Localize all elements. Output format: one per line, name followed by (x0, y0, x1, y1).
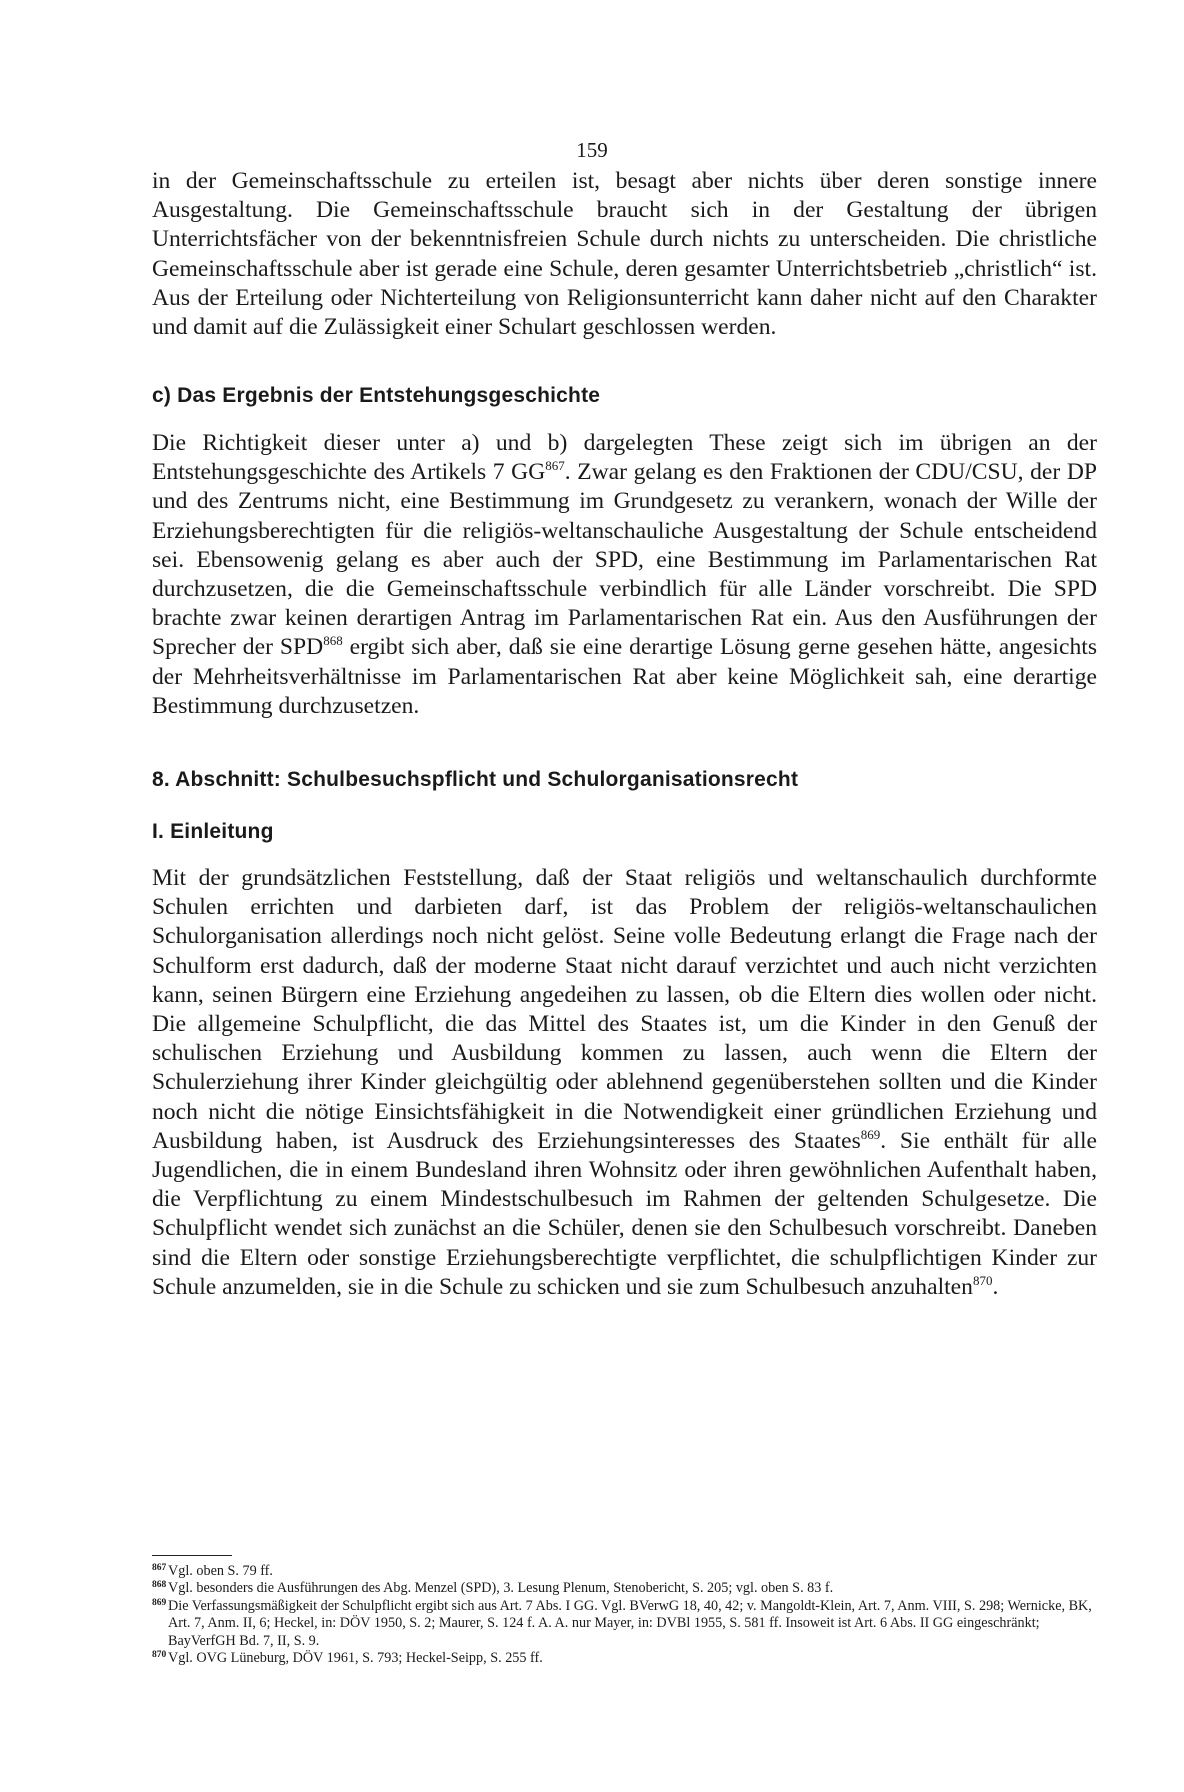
section-heading-c: c) Das Ergebnis der Entstehungsgeschichte (152, 384, 601, 407)
footnote (152, 1580, 1097, 1597)
footnote-number: 869 (152, 1597, 167, 1608)
paragraph-text: Die Richtigkeit dieser unter a) und b) dargelegten These zeigt sich im übrigen an der Entstehungsgeschichte des Artikels 7 GG (152, 430, 1097, 486)
paragraph-text: . (992, 1273, 999, 1300)
footnote-number: 870 (152, 1650, 167, 1661)
footnote-divider (152, 1555, 232, 1556)
footnote-text: Die Verfassungsmäßigkeit der Schulpflicht ergibt sich aus Art. 7 Abs. I GG. Vgl. BVerwG 18, 40, 42; v. Mangoldt-Klein, Art. 7, Anm. VIII, S. 298; Wernicke, BK, Art. 7, Anm. II, 6; Heckel, in: DÖV 1950, S. 2; Maurer, S. 124 f. A. A. nur Mayer, in: DVBl 1955, S. 581 ff. Insoweit ist Art. 6 Abs. II GG eingeschränkt; BayVerfGH Bd. 7, II, S. 9. (168, 1597, 1092, 1649)
chapter-heading-8: 8. Abschnitt: Schulbesuchspflicht und Schulorganisationsrecht (152, 768, 799, 791)
footnote (152, 1563, 1097, 1580)
footnotes (152, 1563, 1097, 1667)
footnote (152, 1650, 1097, 1667)
subsection-heading-einleitung: I. Einleitung (152, 820, 274, 843)
paragraph-einleitung (152, 864, 1097, 1302)
paragraph-text: . Zwar gelang es den Fraktionen der CDU/CSU, der DP und des Zentrums nicht, eine Bestimmung im Grundgesetz zu verankern, wonach der Wille der Erziehungsberechtigten für die religiös-weltanschauliche Ausgestaltung der Schule entscheidend sei. Ebensowenig gelang es aber auch der SPD, eine Bestimmung im Parlamentarischen Rat durchzusetzen, die die Gemeinschaftsschule verbindlich für alle Länder vorschreibt. Die SPD brachte zwar keinen derartigen Antrag im Parlamentarischen Rat ein. Aus den Ausführungen der Sprecher der SPD (152, 459, 1097, 661)
page-number: 159 (576, 138, 608, 162)
footnote-number: 867 (152, 1563, 167, 1573)
footnote-number: 868 (152, 1580, 167, 1591)
paragraph-continuation: in der Gemeinschaftsschule zu erteilen ist, besagt aber nichts über deren sonstige innere Ausgestaltung. Die Gemeinschaftsschule braucht sich in der Gestaltung der übrigen Unterrichtsfächer von der bekenntnisfreien Schule durch nichts zu unterscheiden. Die christliche Gemeinschaftsschule aber ist gerade eine Schule, deren gesamter Unterrichtsbetrieb „christlich“ ist. Aus der Erteilung oder Nichterteilung von Religionsunterricht kann daher nicht auf den Charakter und damit auf die Zulässigkeit einer Schulart geschlossen werden. (152, 168, 1097, 341)
footnote-ref: 869 (860, 1126, 881, 1142)
footnote (152, 1598, 1097, 1650)
paragraph-entstehungsgeschichte (152, 429, 1097, 721)
paragraph-text: . Sie enthält für alle Jugendlichen, die in einem Bundesland ihren Wohnsitz oder ihren gewöhnlichen Aufenthalt haben, die Verpflichtung zu einem Mindestschulbesuch im Rahmen der geltenden Schulgesetze. Die Schulpflicht wendet sich zunächst an die Schüler, denen sie den Schulbesuch vorschreibt. Daneben sind die Eltern oder sonstige Erziehungsberechtigte verpflichtet, die schulpflichtigen Kinder zur Schule anzumelden, sie in die Schule zu schicken und sie zum Schulbesuch anzuhalten (152, 1127, 1097, 1300)
footnote-text: Vgl. oben S. 79 ff. (168, 1563, 273, 1579)
footnote-ref: 867 (545, 458, 565, 474)
paragraph-text: Mit der grundsätzlichen Feststellung, daß der Staat religiös und weltanschaulich durchformte Schulen errichten und darbieten darf, ist das Problem der religiös-weltanschaulichen Schulorganisation allerdings noch nicht gelöst. Seine volle Bedeutung erlangt die Frage nach der Schulform erst dadurch, daß der moderne Staat nicht darauf verzichtet und auch nicht verzichten kann, seinen Bürgern eine Erziehung angedeihen zu lassen, ob die Eltern dies wollen oder nicht. Die allgemeine Schulpflicht, die das Mittel des Staates ist, um die Kinder in den Genuß der schulischen Erziehung und Ausbildung kommen zu lassen, auch wenn die Eltern der Schulerziehung ihrer Kinder gleichgültig oder ablehnend gegenüberstehen sollten und die Kinder noch nicht die nötige Einsichtsfähigkeit in die Notwendigkeit einer gründlichen Erziehung und Ausbildung haben, ist Ausdruck des Erziehungsinteresses des Staates (152, 865, 1097, 1154)
paragraph-text: ergibt sich aber, daß sie eine derartige Lösung gerne gesehen hätte, angesichts der Mehrheitsverhältnisse im Parlamentarischen Rat aber keine Möglichkeit sah, eine derartige Bestimmung durchzusetzen. (152, 634, 1097, 719)
footnote-text: Vgl. OVG Lüneburg, DÖV 1961, S. 793; Heckel-Seipp, S. 255 ff. (168, 1650, 543, 1667)
footnote-ref: 868 (323, 633, 343, 649)
footnote-ref: 870 (972, 1272, 993, 1288)
footnote-text: Vgl. besonders die Ausführungen des Abg. Menzel (SPD), 3. Lesung Plenum, Stenobericht, S. 205; vgl. oben S. 83 f. (168, 1580, 834, 1597)
